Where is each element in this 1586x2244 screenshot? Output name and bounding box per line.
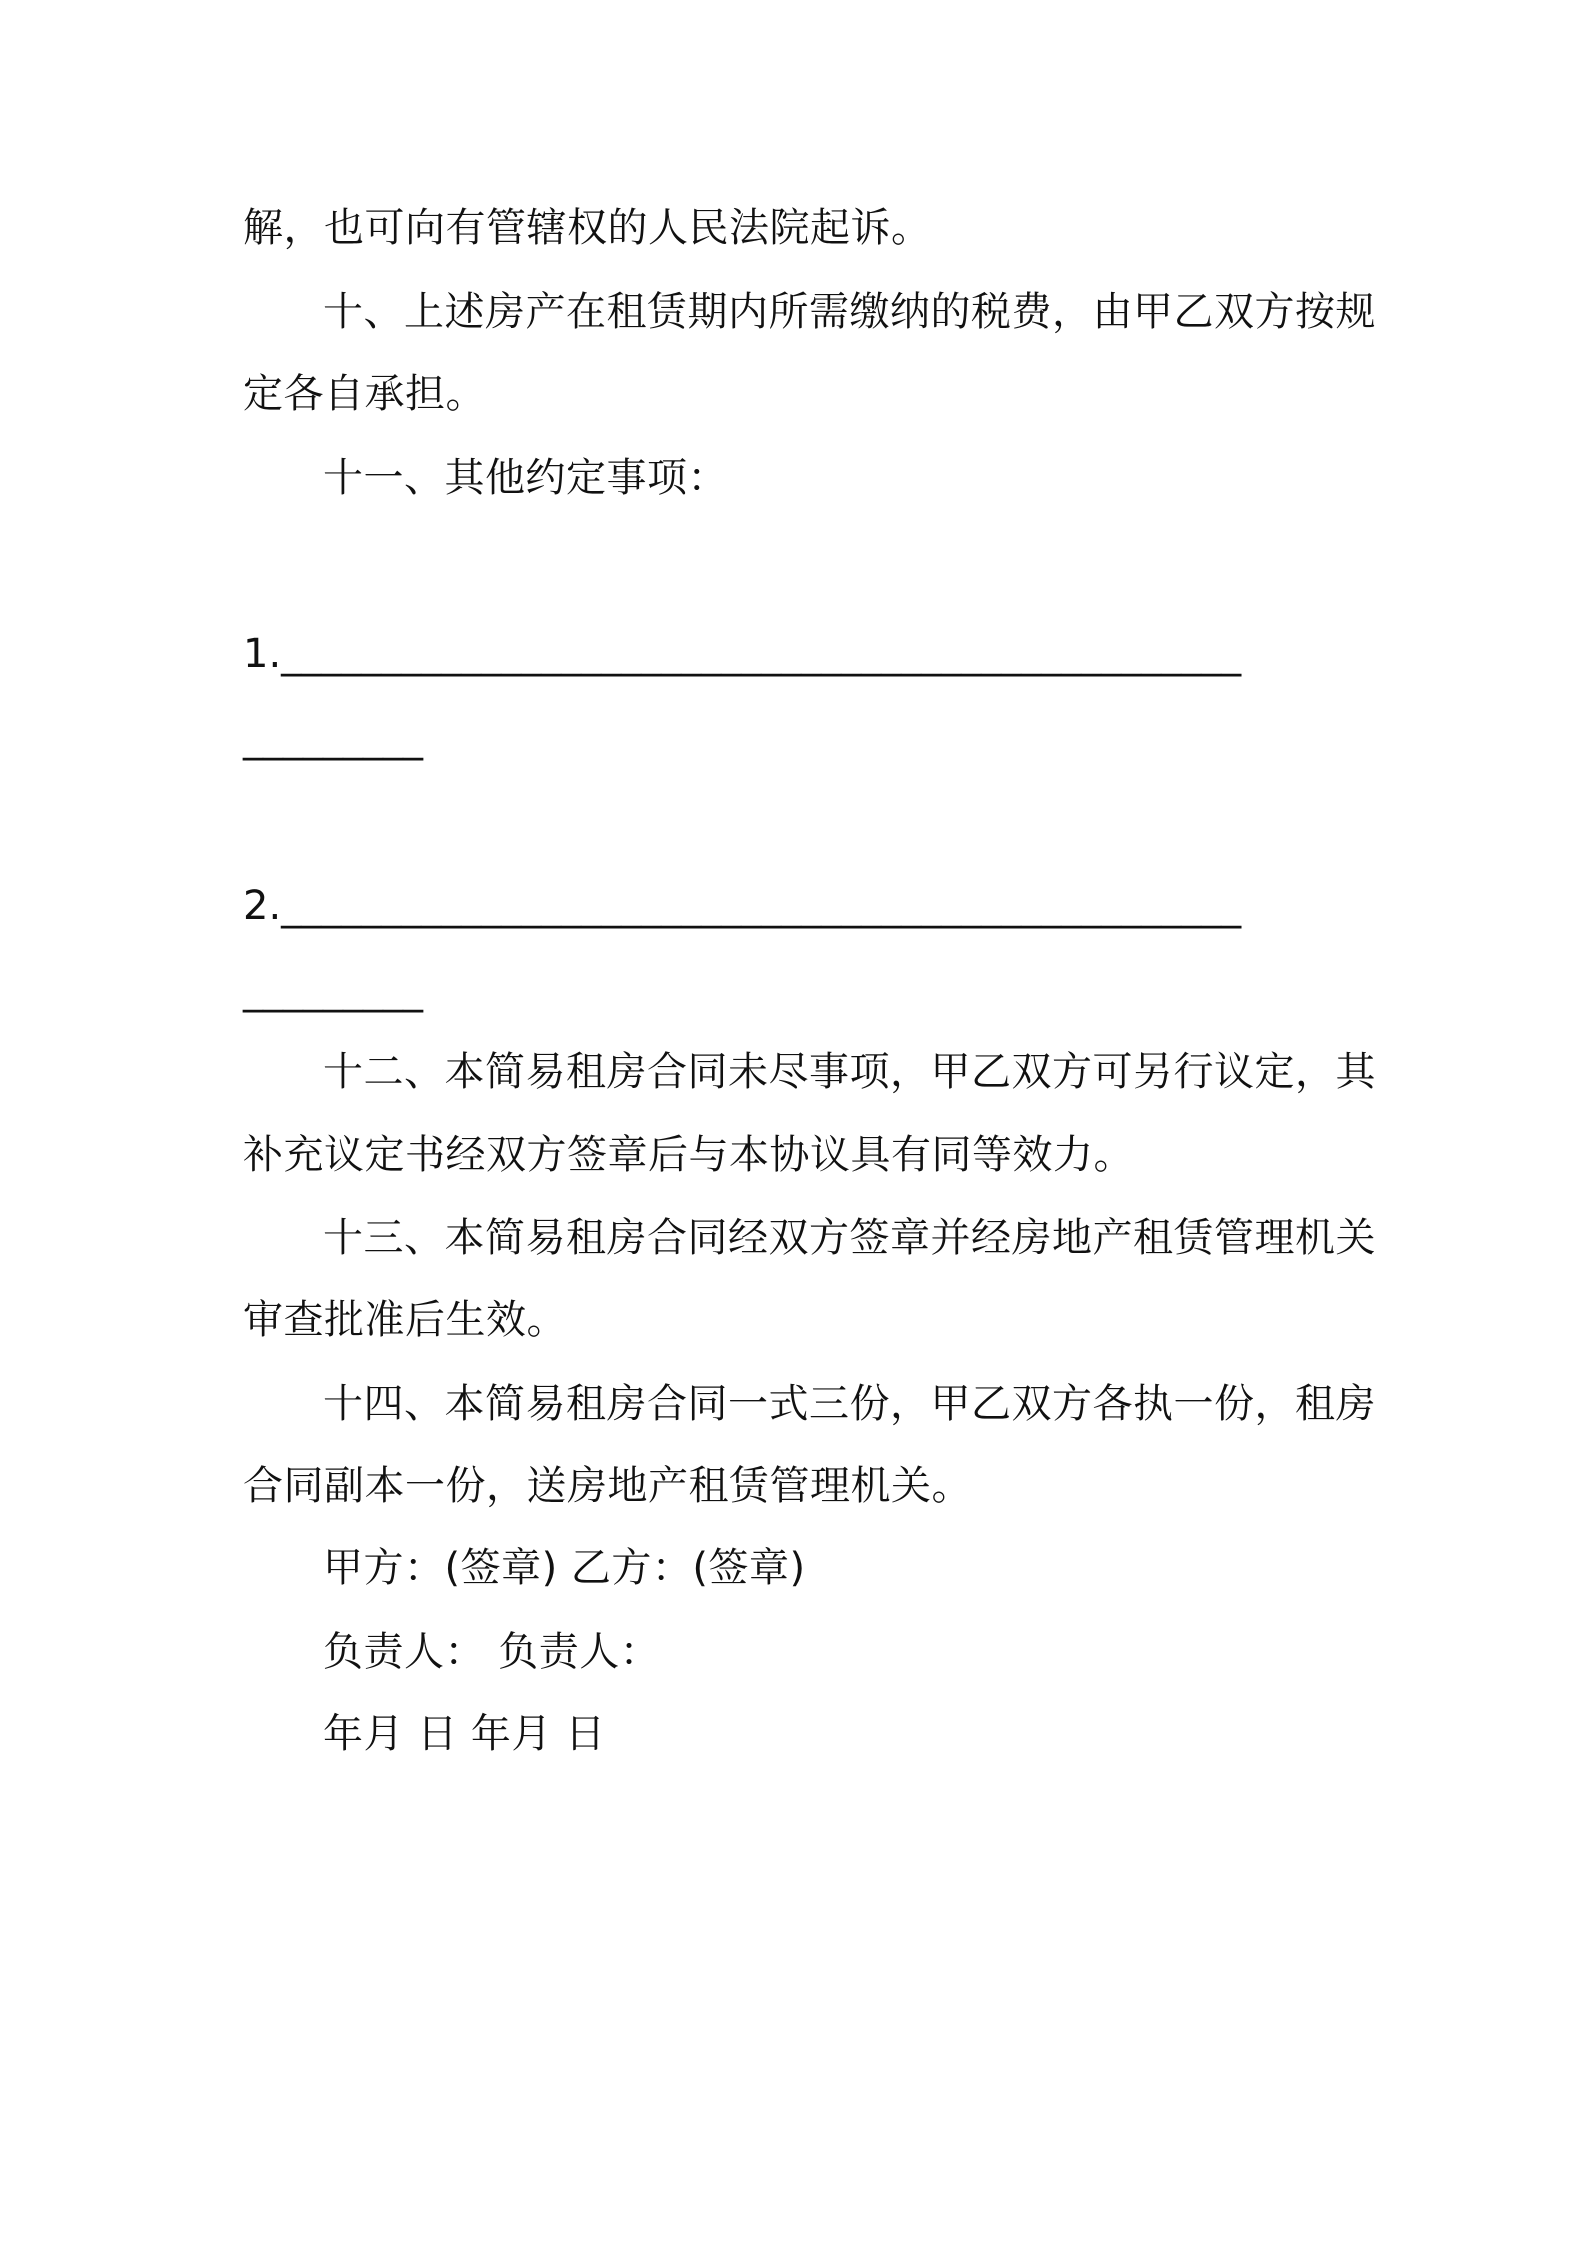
paragraph-10-line-2: 定各自承担。 xyxy=(243,371,486,417)
date-line: 年月 日 年月 日 xyxy=(323,1711,606,1757)
paragraph-13-line-2: 审查批准后生效。 xyxy=(243,1297,567,1343)
signature-line: 甲方：(签章) 乙方：(签章) xyxy=(323,1545,806,1591)
paragraph-13-line-1: 十三、本简易租房合同经双方签章并经房地产租赁管理机关 xyxy=(323,1215,1376,1261)
paragraph-11-heading: 十一、其他约定事项： xyxy=(323,455,728,501)
paragraph-12-line-1: 十二、本简易租房合同未尽事项，甲乙双方可另行议定，其 xyxy=(323,1049,1376,1095)
paragraph-14-line-2: 合同副本一份，送房地产租赁管理机关。 xyxy=(243,1463,972,1509)
paragraph-10-line-1: 十、上述房产在租赁期内所需缴纳的税费，由甲乙双方按规 xyxy=(323,289,1376,335)
blank-item-1-line-2: _________ xyxy=(243,715,423,761)
paragraph-14-line-1: 十四、本简易租房合同一式三份，甲乙双方各执一份，租房 xyxy=(323,1381,1376,1427)
paragraph-9-continuation: 解，也可向有管辖权的人民法院起诉。 xyxy=(243,205,932,251)
blank-item-2-line-2: _________ xyxy=(243,967,423,1013)
responsible-person-line: 负责人： 负责人： xyxy=(323,1629,661,1675)
paragraph-12-line-2: 补充议定书经双方签章后与本协议具有同等效力。 xyxy=(243,1132,1134,1178)
blank-item-1-line-1: 1.________________________________________________ xyxy=(243,631,1242,677)
blank-item-2-line-1: 2.________________________________________________ xyxy=(243,883,1242,929)
